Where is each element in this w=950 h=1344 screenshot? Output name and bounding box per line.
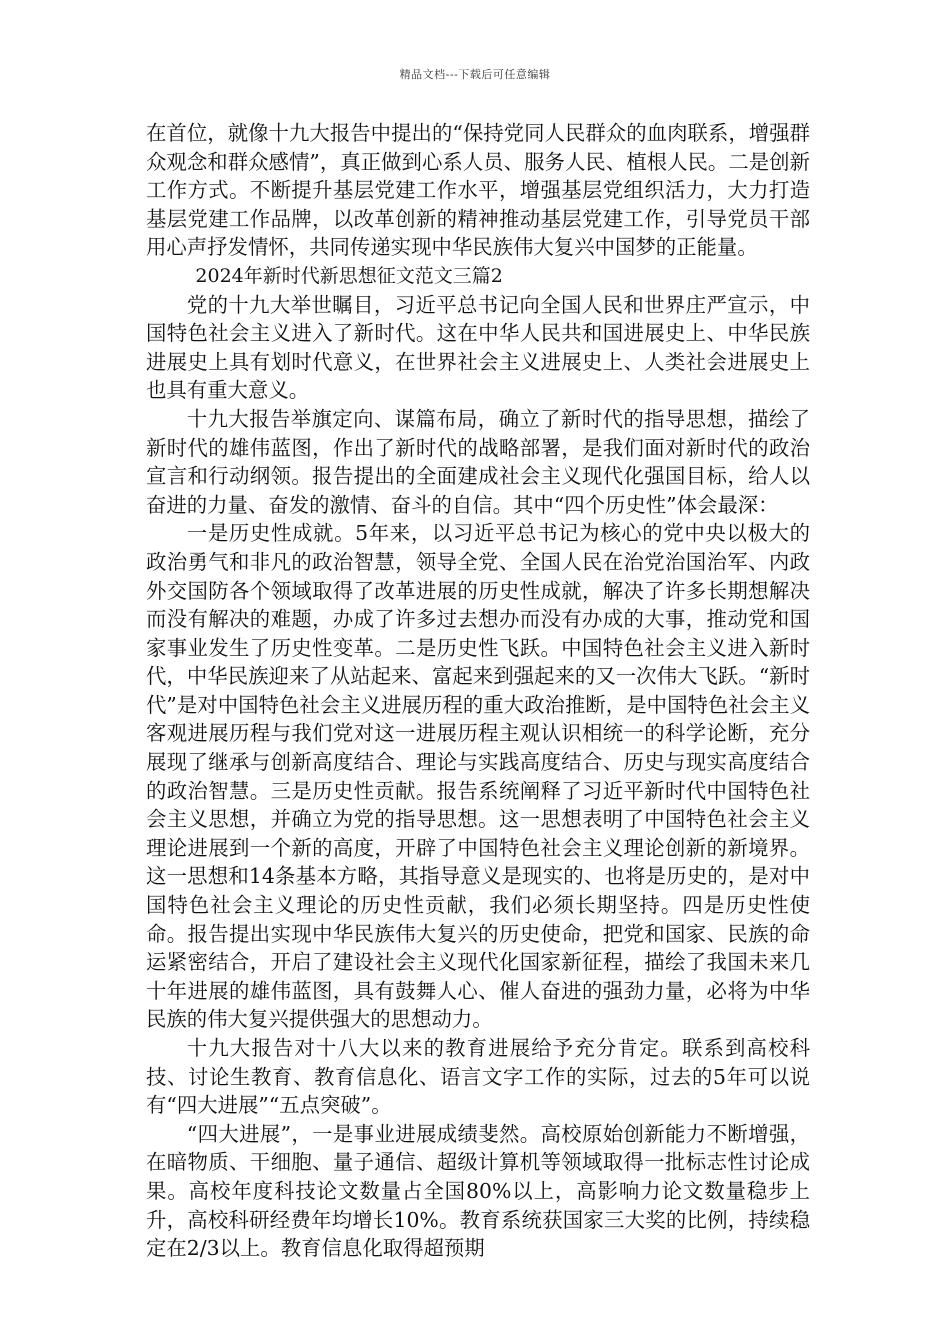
paragraph-continuation: 在首位，就像十九大报告中提出的“保持党同人民群众的血肉联系，增强群众观念和群众感情”，真正做到心系人员、服务人民、植根人民。二是创新工作方式。不断提升基层党建工作水平，增强基层党组织活力，大力打造基层党建工作品牌，以改革创新的精神推动基层党建工作，引导党员干部用心声抒发情怀，共同传递实现中华民族伟大复兴中国梦的正能量。 [146, 121, 810, 260]
document-body [146, 119, 810, 1263]
paragraph: 十九大报告对十八大以来的教育进展给予充分肯定。联系到高校科技、讨论生教育、教育信息化、语言文字工作的实际，过去的5年可以说有“四大进展”“五点突破”。 [146, 1036, 810, 1118]
page-header: 精品文档---下载后可任意编辑 [399, 68, 551, 81]
paragraph: 十九大报告举旗定向、谋篇布局，确立了新时代的指导思想，描绘了新时代的雄伟蓝图，作出了新时代的战略部署，是我们面对新时代的政治宣言和行动纲领。报告提出的全面建成社会主义现代化强国目标，给人以奋进的力量、奋发的激情、奋斗的自信。其中“四个历史性”体会最深： [146, 406, 810, 517]
paragraph: 一是历史性成就。5年来，以习近平总书记为核心的党中央以极大的政治勇气和非凡的政治智慧，领导全党、全国人民在治党治国治军、内政外交国防各个领域取得了改革进展的历史性成就，解决了许多长期想解决而没有解决的难题，办成了许多过去想办而没有办成的大事，推动党和国家事业发生了历史性变革。二是历史性飞跃。中国特色社会主义进入新时代，中华民族迎来了从站起来、富起来到强起来的又一次伟大飞跃。“新时代”是对中国特色社会主义进展历程的重大政治推断，是中国特色社会主义客观进展历程与我们党对这一进展历程主观认识相统一的科学论断，充分展现了继承与创新高度结合、理论与实践高度结合、历史与现实高度结合的政治智慧。三是历史性贡献。报告系统阐释了习近平新时代中国特色社会主义思想，并确立为党的指导思想。这一思想表明了中国特色社会主义理论进展到一个新的高度，开辟了中国特色社会主义理论创新的新境界。这一思想和14条基本方略，其指导意义是现实的、也将是历史的，是对中国特色社会主义理论的历史性贡献，我们必须长期坚持。四是历史性使命。报告提出实现中华民族伟大复兴的历史使命，把党和国家、民族的命运紧密结合，开启了建设社会主义现代化国家新征程，描绘了我国未来几十年进展的雄伟蓝图，具有鼓舞人心、催人奋进的强劲力量，必将为中华民族的伟大复兴提供强大的思想动力。 [146, 521, 810, 1032]
paragraph: 党的十九大举世瞩目，习近平总书记向全国人民和世界庄严宣示，中国特色社会主义进入了新时代。这在中华人民共和国进展史上、中华民族进展史上具有划时代意义，在世界社会主义进展史上、人类社会进展史上也具有重大意义。 [146, 292, 810, 403]
paragraph: “四大进展”，一是事业进展成绩斐然。高校原始创新能力不断增强，在暗物质、干细胞、量子通信、超级计算机等领域取得一批标志性讨论成果。高校年度科技论文数量占全国80%以上，高影响力论文数量稳步上升，高校科研经费年均增长10%。教育系统获国家三大奖的比例，持续稳定在2/3以上。教育信息化取得超预期 [146, 1121, 810, 1261]
section-heading: 2024年新时代新思想征文范文三篇2 [195, 264, 503, 287]
